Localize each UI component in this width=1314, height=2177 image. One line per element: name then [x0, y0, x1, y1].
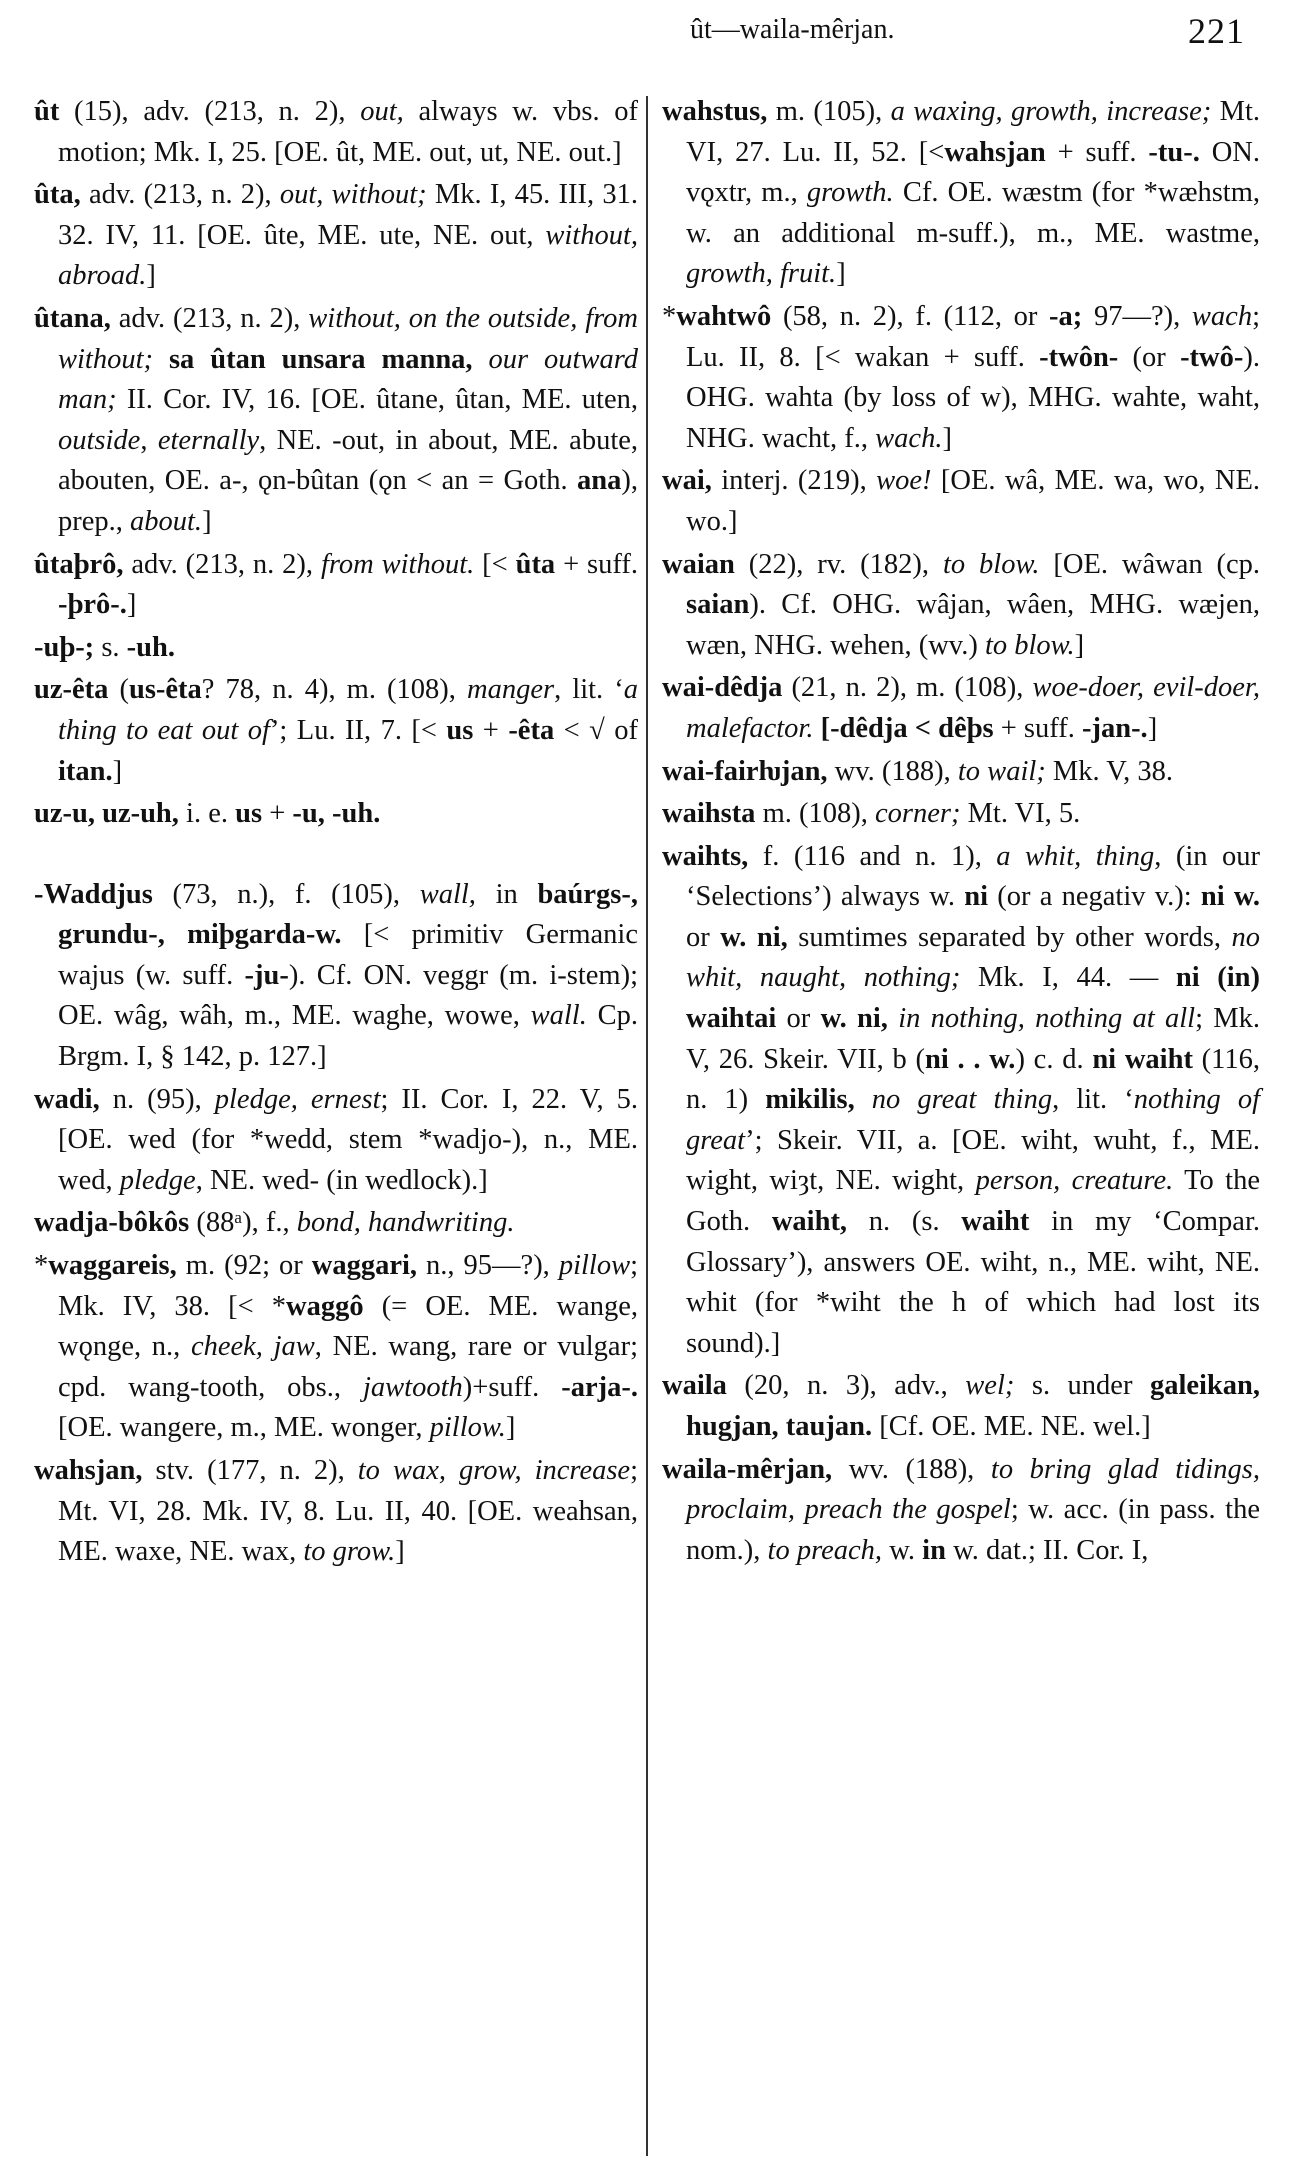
definition-text: about. — [130, 505, 203, 537]
entry-text: (88ᵃ), f., — [189, 1207, 297, 1239]
entry-text: * — [34, 1250, 49, 1282]
definition-text: woe! — [876, 465, 932, 497]
headword-text: wahsjan, — [34, 1455, 143, 1486]
entry-text: , lit. ‘ — [554, 674, 624, 706]
left-column — [34, 92, 638, 1575]
definition-text: jawtooth — [363, 1371, 463, 1403]
headword-text: -twô- — [1180, 341, 1244, 373]
page-number: 221 — [1188, 11, 1245, 51]
headword-text: -uh. — [126, 631, 175, 663]
definition-text: our outward man; — [58, 343, 638, 416]
entry-text: n. (95), — [99, 1083, 215, 1115]
entry-text: (22), rv. (182), — [734, 548, 943, 580]
definition-text: wel; — [965, 1370, 1015, 1402]
headword-text: -twôn- — [1039, 341, 1119, 373]
headword-text: waihts, — [662, 840, 749, 872]
dictionary-entry — [34, 875, 638, 1078]
entry-text: ). OHG. wahta (by loss of w), MHG. wahte, waht, NHG. wacht, f., — [686, 341, 1260, 454]
entry-text: Mt. VI, 5. — [960, 798, 1081, 830]
definition-text: growth, fruit. — [686, 258, 837, 290]
headword-text: -uþ-; — [34, 631, 95, 663]
definition-text: to grow. — [303, 1536, 396, 1568]
dictionary-entry — [662, 297, 1260, 459]
entry-text: + suff. — [993, 712, 1082, 744]
dictionary-entry — [34, 1246, 638, 1449]
entry-text: Mk. I, 44. — — [960, 962, 1176, 994]
entry-text: (116, n. 1) — [686, 1043, 1260, 1116]
dictionary-entry — [662, 752, 1260, 793]
entry-text: or — [686, 921, 721, 953]
headword-text: sa ûtan unsara manna, — [168, 343, 473, 375]
entry-text: , NE. wang, rare or vulgar; cpd. wang-tooth, obs., — [58, 1331, 638, 1403]
definition-text: pledge — [119, 1164, 196, 1196]
headword-text: -êta — [508, 714, 555, 746]
entry-text: [< — [474, 548, 516, 580]
definition-text: a thing to eat out of — [58, 674, 638, 746]
entry-text: To the Goth. — [686, 1165, 1260, 1238]
entry-text: in — [475, 878, 538, 910]
entry-text: , NE. -out, in about, ME. abute, abouten, OE. a-, ǫn-bûtan (ǫn < an = Goth. — [58, 424, 639, 497]
entry-text: ). Cf. OHG. wâjan, wâen, MHG. wæjen, wæn, NHG. wehen, (wv.) — [686, 589, 1260, 661]
entry-text: [OE. wangere, m., ME. wonger, — [58, 1412, 430, 1444]
headword-text: wai, — [662, 465, 712, 497]
dictionary-entry — [662, 545, 1260, 667]
headword-text: us-êta — [128, 674, 202, 706]
entry-text: interj. (219), — [711, 465, 877, 497]
definition-text: wall, — [419, 878, 476, 910]
entry-text: 97—?), — [1082, 300, 1192, 332]
definition-text: cheek, jaw — [190, 1331, 315, 1363]
entry-text: [Cf. OE. ME. NE. wel.] — [872, 1411, 1151, 1442]
dictionary-entry — [34, 545, 638, 626]
entry-text: + suff. — [1045, 136, 1149, 168]
headword-text: ût — [34, 96, 60, 127]
headword-text: -arja-. — [561, 1371, 638, 1403]
headword-text: -a; — [1049, 300, 1083, 332]
entry-text: ] — [1147, 712, 1158, 744]
dictionary-entry — [34, 92, 638, 173]
definition-text: to bring glad tidings, proclaim, preach the gospel — [686, 1453, 1260, 1526]
dictionary-entry — [662, 668, 1260, 749]
entry-text: (= OE. ME. wange, wǫnge, n., — [58, 1290, 638, 1363]
entry-text: ] — [146, 260, 156, 292]
definition-text: nothing of great — [686, 1084, 1260, 1156]
headword-text: waila — [662, 1370, 727, 1402]
headword-text: us — [235, 798, 263, 830]
entry-text: Cp. Brgm. I, § 142, p. 127.] — [58, 1000, 638, 1073]
headword-text: in — [922, 1534, 946, 1566]
entry-text: w. — [882, 1534, 923, 1566]
entry-text: ] — [505, 1412, 516, 1444]
entry-text: ; Mk. IV, 38. [< * — [58, 1250, 639, 1322]
dictionary-entry — [662, 1366, 1260, 1447]
entry-text — [888, 1003, 898, 1034]
entry-text: m. (105), — [767, 96, 891, 127]
dictionary-entry — [34, 175, 638, 297]
dictionary-entry — [34, 1451, 638, 1573]
headword-text: w. ni, — [720, 921, 788, 953]
definition-text: to blow. — [984, 629, 1075, 661]
headword-text: waihsta — [662, 798, 756, 830]
entry-text: wv. (188), — [827, 755, 958, 787]
definition-text: eternally — [157, 424, 260, 456]
headword-text: ni w. — [1200, 881, 1260, 913]
definition-text: from without. — [320, 548, 475, 580]
entry-text: ON. vǫxtr, m., — [686, 136, 1261, 209]
entry-text: always w. vbs. of motion; Mk. I, 25. [OE. ût, ME. out, ut, NE. out.] — [58, 96, 639, 168]
headword-text: waiht — [961, 1206, 1030, 1238]
entry-text: [OE. wâwan (cp. — [1039, 548, 1261, 580]
dictionary-entry — [662, 1450, 1260, 1572]
entry-text: m. (108), — [755, 798, 875, 830]
definition-text: corner; — [874, 798, 961, 830]
entry-text: [< primitiv Germanic wajus (w. suff. — [58, 919, 638, 991]
definition-text: pledge, ernest — [214, 1083, 381, 1115]
entry-text — [153, 344, 169, 375]
entry-text: adv. (213, n. 2), — [80, 179, 280, 211]
definition-text: manger — [466, 674, 555, 706]
entry-text: )+suff. — [462, 1371, 562, 1403]
dictionary-entry — [662, 461, 1260, 542]
definition-text: person, creature. — [975, 1165, 1174, 1197]
entry-text: ; w. acc. (in pass. the nom.), — [686, 1494, 1260, 1566]
headword-text: uz-u, uz-uh, — [34, 798, 179, 830]
entry-text: ? 78, n. 4), m. (108), — [201, 674, 467, 706]
entry-text: ) c. d. — [1015, 1043, 1093, 1075]
dictionary-entry — [662, 837, 1260, 1365]
headword-text: [-dêdja < dêþs — [820, 712, 994, 744]
entry-text: Mk. I, 45. III, 31. 32. IV, 11. [OE. ûte, ME. ute, NE. out, — [58, 179, 638, 251]
running-head: ût—waila-mêrjan. — [690, 14, 895, 45]
entry-text: < √ of — [554, 714, 638, 746]
entry-text: , lit. ‘ — [1052, 1084, 1134, 1116]
entry-text: ] — [395, 1536, 405, 1568]
headword-text: ûta — [515, 548, 556, 580]
entry-text: (73, n.), f. (105), — [152, 878, 420, 910]
headword-text: wahstus, — [662, 96, 768, 127]
definition-text: growth. — [806, 177, 894, 209]
definition-text: wach — [1191, 300, 1253, 332]
entry-text — [473, 344, 489, 375]
entry-text: Cf. OE. wæstm (for *wæhstm, w. an additional m-suff.), m., ME. wastme, — [686, 177, 1261, 249]
entry-text: ( — [108, 674, 129, 706]
entry-text: [OE. wâ, ME. wa, wo, NE. wo.] — [686, 465, 1260, 537]
headword-text: itan. — [58, 755, 113, 787]
headword-text: us — [446, 714, 474, 746]
entry-text: ; Lu. II, 8. [< wakan + suff. — [686, 300, 1260, 373]
headword-text: saian — [686, 589, 750, 621]
entry-text: wv. (188), — [832, 1453, 991, 1485]
headword-text: ni waiht — [1092, 1043, 1193, 1075]
entry-text: ] — [836, 258, 846, 290]
entry-text: + suff. — [555, 548, 638, 580]
entry-text: Mt. VI, 27. Lu. II, 52. [< — [686, 96, 1261, 168]
headword-text: wai-fairƕjan, — [662, 755, 828, 787]
entry-text: f. (116 and n. 1), — [748, 840, 997, 872]
definition-text: a whit, thing — [996, 840, 1155, 872]
definition-text: outside — [58, 424, 141, 456]
definition-text: without, on the outside, from without; — [58, 302, 639, 375]
headword-text: -þrô-. — [58, 589, 127, 621]
column-divider — [646, 96, 648, 2156]
entry-text: , — [140, 424, 158, 456]
entry-text: stv. (177, n. 2), — [142, 1455, 358, 1486]
definition-text: a waxing, growth, increase; — [890, 96, 1212, 127]
entry-text — [855, 1084, 872, 1115]
entry-text: s. — [94, 631, 127, 663]
definition-text: pillow — [558, 1250, 631, 1282]
definition-text: no whit, naught, nothing; — [686, 921, 1260, 994]
headword-text: ûtana, — [34, 302, 111, 334]
definition-text: out, — [360, 96, 404, 127]
entry-text: adv. (213, n. 2), — [110, 302, 309, 334]
dictionary-entry — [34, 794, 638, 835]
entry-text: n. (s. — [847, 1206, 962, 1238]
headword-text: ni — [964, 881, 989, 913]
headword-text: ûtaþrô, — [34, 548, 124, 580]
headword-text: -tu-. — [1148, 136, 1200, 168]
headword-text: ni (in) waihtai — [686, 962, 1260, 1035]
entry-text: or — [776, 1003, 821, 1035]
definition-text: without, abroad. — [58, 219, 638, 292]
headword-text: baúrgs-, grundu-, miþgarda-w. — [58, 878, 638, 951]
entry-text: ). Cf. ON. veggr (m. i-stem); OE. wâg, wâh, m., ME. waghe, wowe, — [58, 959, 638, 1032]
dictionary-entry — [662, 794, 1260, 835]
headword-text: wahtwô — [676, 300, 772, 332]
definition-text: bond, handwriting. — [296, 1207, 515, 1239]
definition-text: in nothing, nothing at all — [898, 1003, 1196, 1035]
headword-text: -Waddjus — [34, 878, 153, 910]
entry-text: ’; Skeir. VII, a. [OE. wiht, wuht, f., ME. wight, wiȝt, NE. wight, — [686, 1124, 1260, 1197]
dictionary-entry — [34, 1080, 638, 1202]
definition-text: to wax, grow, increase — [357, 1455, 631, 1486]
headword-text: waiht, — [771, 1206, 848, 1238]
headword-text: wadi, — [34, 1083, 100, 1115]
headword-text: wai-dêdja — [662, 672, 783, 704]
headword-text: waggareis, — [48, 1250, 177, 1282]
entry-text: ; II. Cor. I, 22. V, 5. [OE. wed (for *wedd, stem *wadjo-), n., ME. wed, — [58, 1083, 638, 1196]
dictionary-entry — [34, 670, 638, 792]
entry-text: w. dat.; II. Cor. I, — [945, 1534, 1149, 1566]
entry-text: ] — [126, 589, 137, 621]
entry-text: ] — [202, 505, 212, 537]
entry-text: (58, n. 2), f. (112, or — [771, 300, 1050, 332]
entry-text: ] — [942, 422, 952, 454]
entry-text: + — [262, 798, 293, 830]
definition-text: out, without; — [279, 179, 427, 211]
definition-text: wach. — [875, 422, 943, 454]
entry-text: ), prep., — [58, 465, 638, 537]
headword-text: ana — [577, 465, 622, 497]
entry-text: , (in our ‘Selections’) always w. — [686, 840, 1260, 913]
dictionary-entry — [34, 1203, 638, 1244]
definition-text: to blow. — [942, 548, 1040, 580]
entry-text: ] — [112, 755, 123, 787]
headword-text: -jan-. — [1081, 712, 1148, 744]
headword-text: uz-êta — [34, 674, 109, 706]
entry-text: (20, n. 3), adv., — [726, 1370, 966, 1402]
entry-text: s. under — [1014, 1370, 1150, 1402]
headword-text: wadja-bôkôs — [34, 1207, 190, 1239]
entry-text: m. (92; or — [176, 1250, 312, 1282]
dictionary-entry — [662, 92, 1260, 295]
definition-text: wall. — [530, 1000, 587, 1032]
headword-text: mikilis, — [765, 1084, 855, 1116]
definition-text: no great thing — [871, 1084, 1053, 1116]
entry-text: i. e. — [178, 798, 236, 830]
entry-text: adv. (213, n. 2), — [123, 548, 321, 580]
entry-text: sumtimes separated by other words, — [787, 921, 1232, 953]
dictionary-entry — [34, 628, 638, 669]
entry-text: ; Mt. VI, 28. Mk. IV, 8. Lu. II, 40. [OE. weahsan, ME. waxe, NE. wax, — [58, 1455, 639, 1568]
entry-text: II. Cor. IV, 16. [OE. ûtane, ûtan, ME. uten, — [116, 384, 638, 416]
entry-text: + — [473, 714, 509, 746]
headword-text: wahsjan — [944, 136, 1046, 168]
entry-text: ’; Lu. II, 7. [< — [269, 714, 447, 746]
entry-text: (or a negativ v.): — [988, 881, 1201, 913]
dictionary-entry — [34, 299, 638, 543]
definition-text: to preach, — [767, 1534, 883, 1566]
entry-text: in my ‘Compar. Glossary’), answers OE. wiht, n., ME. wiht, NE. whit (for *wiht the h of which had lost its sound).] — [686, 1206, 1260, 1359]
headword-text: w. ni, — [820, 1003, 888, 1035]
entry-text: , NE. wed- (in wedlock).] — [195, 1164, 488, 1196]
entry-text: Mk. V, 38. — [1045, 755, 1174, 787]
headword-text: -u, -uh. — [292, 798, 381, 830]
headword-text: -ju- — [244, 959, 289, 991]
entry-text: (15), adv. (213, n. 2), — [59, 96, 361, 127]
headword-text: galeikan, hugjan, taujan. — [686, 1370, 1260, 1442]
definition-text: woe-doer, evil-doer, malefactor. — [686, 672, 1260, 744]
entry-text: (or — [1118, 341, 1181, 373]
entry-text: ] — [1074, 629, 1085, 661]
entry-text: * — [662, 300, 677, 332]
headword-text: ni . . w. — [925, 1043, 1016, 1075]
entry-text: (21, n. 2), m. (108), — [782, 672, 1033, 704]
headword-text: waggari, — [311, 1250, 418, 1282]
entry-text: n., 95—?), — [417, 1250, 559, 1282]
headword-text: waian — [662, 548, 735, 580]
definition-text: pillow. — [429, 1412, 506, 1444]
headword-text: waggô — [286, 1290, 364, 1322]
entry-text — [813, 713, 820, 744]
headword-text: ûta, — [34, 179, 81, 211]
entry-text: ; Mk. V, 26. Skeir. VII, b ( — [686, 1003, 1261, 1075]
right-column — [662, 92, 1260, 1573]
definition-text: to wail; — [957, 755, 1046, 787]
headword-text: waila-mêrjan, — [662, 1453, 833, 1485]
